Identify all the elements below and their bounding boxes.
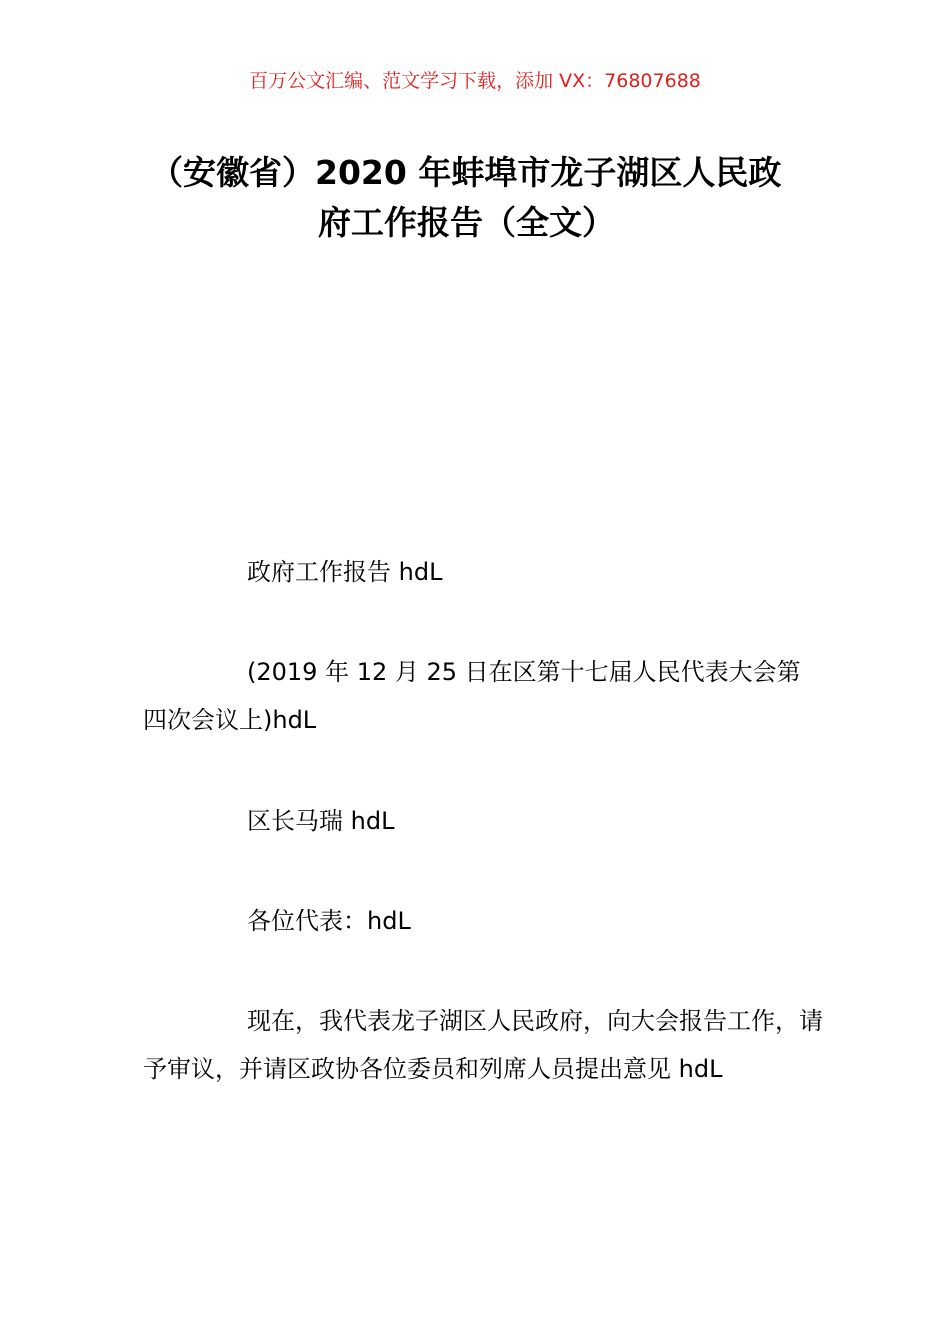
document-title — [140, 148, 820, 248]
document-title-line-1: （安徽省）2020 年蚌埠市龙子湖区人民政 — [150, 153, 782, 192]
opening-paragraph: 现在，我代表龙子湖区人民政府，向大会报告工作，请予审议，并请区政协各位委员和列席人员提出意见 hdL — [143, 1007, 823, 1083]
header-watermark-note: 百万公文汇编、范文学习下载，添加 VX：76807688 — [249, 70, 701, 92]
speaker-paragraph: 区长马瑞 hdL — [247, 807, 395, 835]
meeting-date-paragraph: (2019 年 12 月 25 日在区第十七届人民代表大会第四次会议上)hdL — [143, 658, 801, 734]
salutation-paragraph: 各位代表：hdL — [247, 907, 411, 935]
document-title-line-2: 府工作报告（全文） — [318, 203, 615, 242]
report-heading-paragraph: 政府工作报告 hdL — [247, 558, 443, 586]
